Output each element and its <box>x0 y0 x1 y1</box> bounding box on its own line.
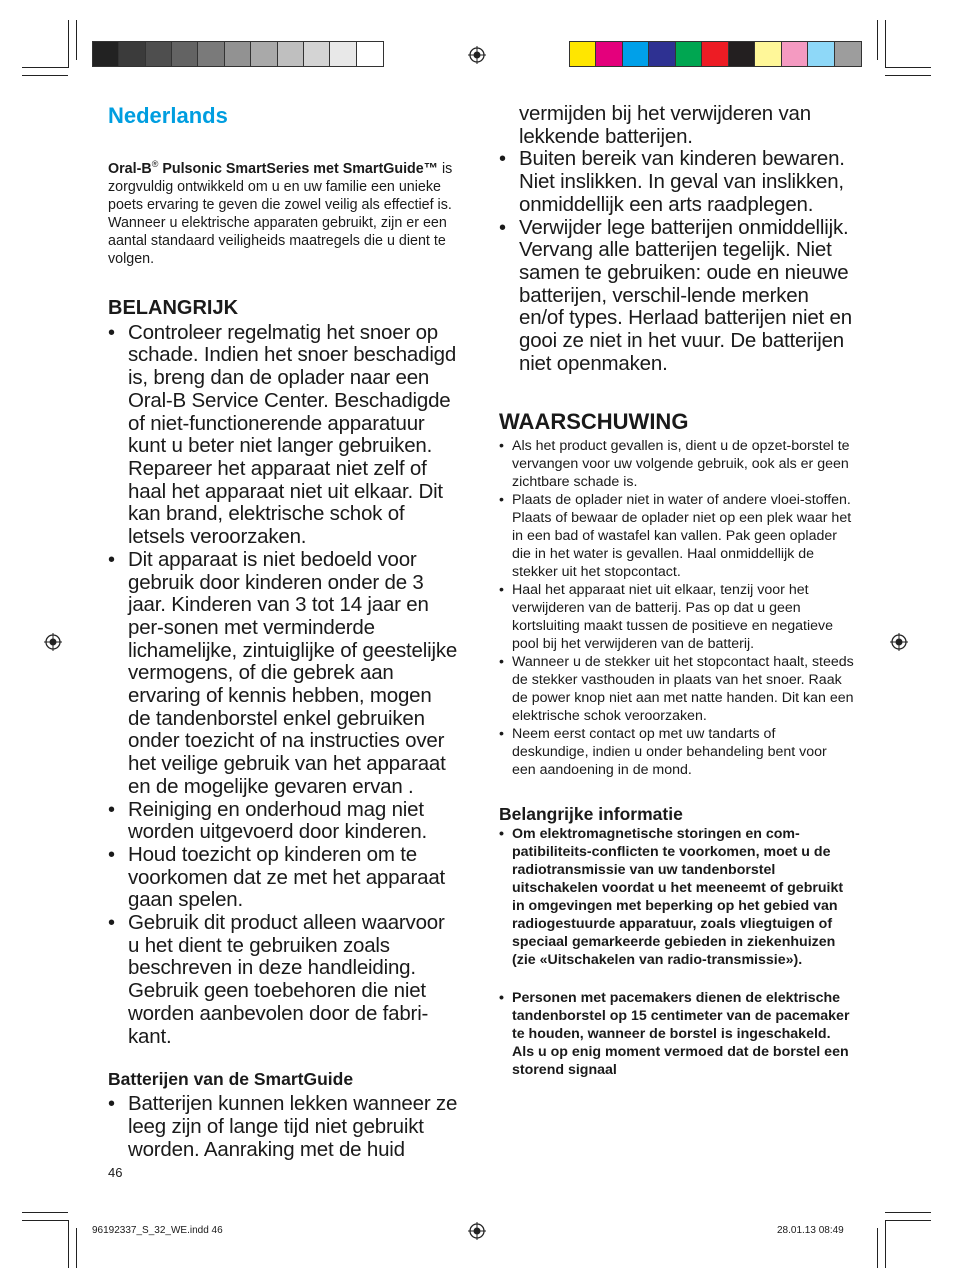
list-item: • Om elektromagnetische storingen en com-patibiliteits-conflicten te voorkomen, moet u de radiotransmissie van uw tandenborstel uitschakelen voordat u het meeneemt of gebruikt in omgevingen met beperking op het gebied van radiogestuurde apparatuur, zoals vliegtuigen of speciaal gemarkeerde gebieden in ziekenhuizen (zie «Uitschakelen van radio-transmissie»). <box>499 825 854 969</box>
color-swatch <box>649 42 675 66</box>
list-item: • Als het product gevallen is, dient u de opzet-borstel te vervangen voor uw volgende gebruik, ook als er geen zichtbare schade is. <box>499 437 854 491</box>
right-column <box>499 103 854 1079</box>
list-item: • Plaats de oplader niet in water of andere vloei-stoffen. Plaats of bewaar de oplader niet op een plek waar het in een bad of wastafel kan vallen. Pak geen oplader die in het water is gevallen. Haal onmiddellijk de stekker uit het stopcontact. <box>499 491 854 581</box>
page-number: 46 <box>108 1165 123 1180</box>
color-swatch <box>782 42 808 66</box>
color-swatch <box>330 42 356 66</box>
list-item: • Batterijen kunnen lekken wanneer ze leeg zijn of lange tijd niet gebruikt worden. Aanraking met de huid <box>108 1093 458 1161</box>
color-swatch <box>225 42 251 66</box>
color-swatch <box>198 42 224 66</box>
batterijen-list <box>499 148 854 375</box>
registration-mark-left-icon <box>44 633 62 651</box>
intro-paragraph <box>108 155 458 268</box>
registered-mark: ® <box>151 159 159 169</box>
belangrijk-list <box>108 322 458 1049</box>
list-item: • Haal het apparaat niet uit elkaar, tenzij voor het verwijderen van de batterij. Pas op dat u geen kortsluiting maakt tussen de positieve en negatieve pool bij het verwijderen van de batterij. <box>499 581 854 653</box>
slug-date: 28.01.13 08:49 <box>777 1225 844 1236</box>
registration-mark-right-icon <box>890 633 908 651</box>
list-item: • Neem eerst contact op met uw tandarts of deskundige, indien u onder behandeling bent voor een aandoening in de mond. <box>499 725 854 779</box>
gray-color-strip <box>92 41 384 67</box>
belangrijk-heading: BELANGRIJK <box>108 296 239 319</box>
color-swatch <box>119 42 145 66</box>
color-swatch <box>808 42 834 66</box>
color-swatch <box>623 42 649 66</box>
intro-text: is zorgvuldig ontwikkeld om u en uw familie een unieke poets ervaring te geven die zowel veilig als effectief is. Wanneer u elektrische apparaten gebruikt, zijn er een aantal standaard veiligheids maatregels die u dient te volgen. <box>108 160 453 267</box>
informatie-list <box>499 825 854 1079</box>
color-swatch <box>172 42 198 66</box>
color-swatch <box>570 42 596 66</box>
list-item: • Personen met pacemakers dienen de elektrische tandenborstel op 15 centimeter van de pacemaker te houden, wanneer de borstel is ingeschakeld. Als u op enig moment vermoed dat de borstel een storend signaal <box>499 989 854 1079</box>
color-swatch <box>278 42 304 66</box>
batterijen-item-continued: vermijden bij het verwijderen van lekkende batterijen. <box>519 102 811 148</box>
color-swatch <box>755 42 781 66</box>
color-swatch <box>702 42 728 66</box>
registration-mark-top-icon <box>468 46 486 64</box>
list-item: • Verwijder lege batterijen onmiddellijk. Vervang alle batterijen tegelijk. Niet samen te gebruiken: oude en nieuwe batterijen, verschil-lende merken en/of types. Herlaad batterijen niet en gooi ze niet in het vuur. De batterijen niet openmaken. <box>499 217 854 376</box>
color-swatch <box>729 42 755 66</box>
intro-product: Pulsonic SmartSeries met SmartGuide™ <box>158 160 439 177</box>
color-swatch <box>93 42 119 66</box>
list-item: • Wanneer u de stekker uit het stopcontact haalt, steeds de stekker vasthouden in plaats van het snoer. Raak de power knop niet aan met natte handen. Dit kan een elektrische schok veroorzaken. <box>499 653 854 725</box>
list-item: • Buiten bereik van kinderen bewaren. Niet inslikken. In geval van inslikken, onmiddellijk een arts raadplegen. <box>499 148 854 216</box>
color-swatch <box>251 42 277 66</box>
color-swatch <box>835 42 861 66</box>
color-swatch <box>304 42 330 66</box>
waarschuwing-heading: WAARSCHUWING <box>499 409 689 435</box>
left-column <box>108 103 458 1161</box>
process-color-strip <box>569 41 862 67</box>
waarschuwing-list <box>499 437 854 779</box>
color-swatch <box>146 42 172 66</box>
color-swatch <box>596 42 622 66</box>
informatie-heading: Belangrijke informatie <box>499 804 683 825</box>
list-item: • Dit apparaat is niet bedoeld voor gebruik door kinderen onder de 3 jaar. Kinderen van 3 tot 14 jaar en per-sonen met verminderde lichamelijke, zintuiglijke of geestelijke vermogens, of die gebrek aan ervaring of kennis hebben, mogen de tandenborstel enkel gebruiken onder toezicht of na instructies over het veilige gebruik van het apparaat en de mogelijke gevaren ervan . <box>108 549 458 799</box>
color-swatch <box>357 42 383 66</box>
list-item: • Controleer regelmatig het snoer op schade. Indien het snoer beschadigd is, breng dan de oplader naar een Oral-B Service Center. Beschadigde of niet-functionerende apparatuur kunt u beter niet langer gebruiken. Repareer het apparaat niet zelf of haal het apparaat niet uit elkaar. Dit kan brand, elektrische schok of letsels veroorzaken. <box>108 322 458 549</box>
list-item: • Reiniging en onderhoud mag niet worden uitgevoerd door kinderen. <box>108 799 458 844</box>
slug-file: 96192337_S_32_WE.indd 46 <box>92 1225 223 1236</box>
language-title: Nederlands <box>108 103 228 128</box>
color-swatch <box>676 42 702 66</box>
batterijen-list-start <box>108 1093 458 1161</box>
intro-brand: Oral-B <box>108 160 152 177</box>
batterijen-heading: Batterijen van de SmartGuide <box>108 1069 354 1090</box>
list-item: • Houd toezicht op kinderen om te voorkomen dat ze met het apparaat gaan spelen. <box>108 844 458 912</box>
list-item: • Gebruik dit product alleen waarvoor u het dient te gebruiken zoals beschreven in deze handleiding. Gebruik geen toebehoren die niet worden aanbevolen door de fabri-kant. <box>108 912 458 1048</box>
registration-mark-bottom-icon <box>468 1222 486 1240</box>
